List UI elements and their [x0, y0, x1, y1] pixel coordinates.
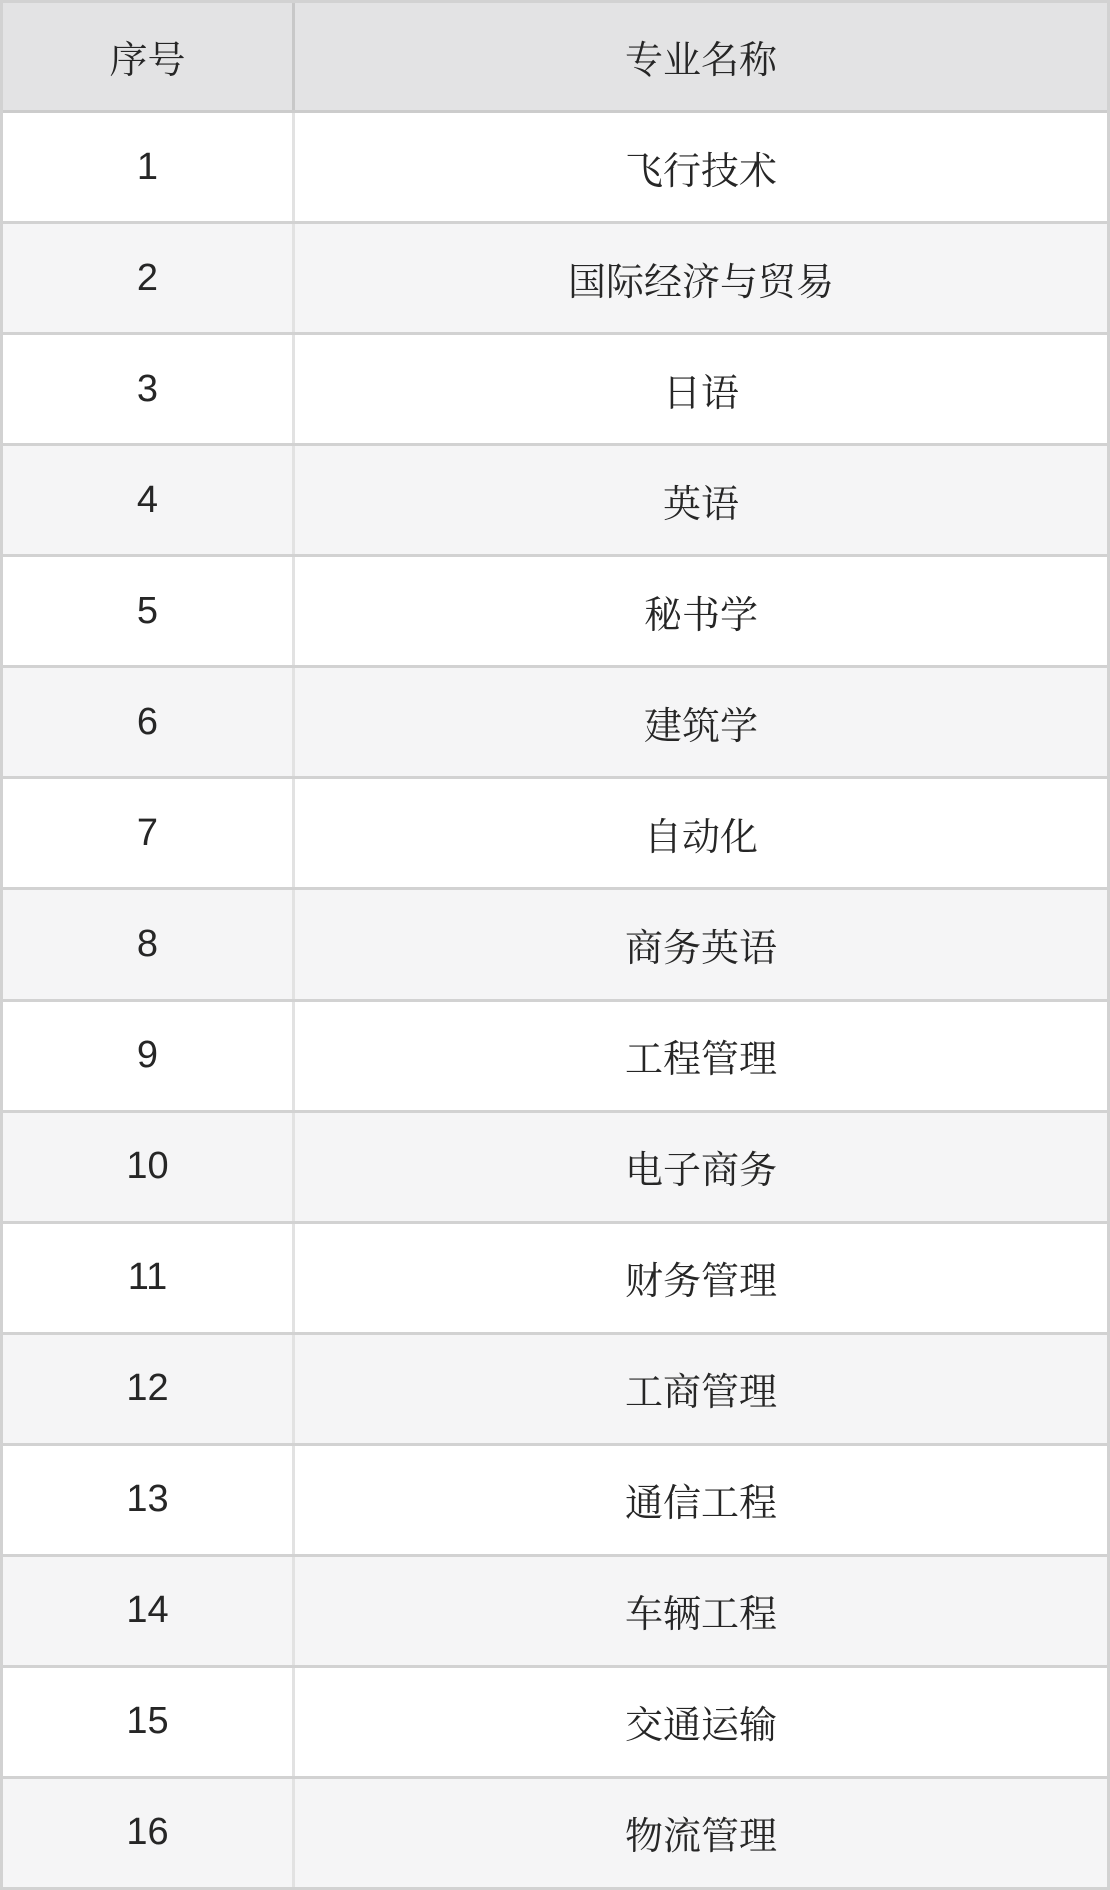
row-index-cell: 10 — [3, 1113, 295, 1221]
row-index-cell: 15 — [3, 1668, 295, 1776]
row-index-cell: 8 — [3, 890, 295, 998]
row-index-cell: 4 — [3, 446, 295, 554]
row-index-cell: 9 — [3, 1002, 295, 1110]
table-row — [3, 443, 1107, 554]
row-major-cell: 工程管理 — [624, 1039, 777, 1082]
header-cell-index: 序号 — [3, 3, 295, 110]
table-row — [3, 554, 1107, 665]
row-major-cell: 自动化 — [643, 816, 758, 859]
row-major-cell: 财务管理 — [624, 1261, 777, 1304]
row-major-cell: 车辆工程 — [624, 1594, 777, 1637]
table-row — [3, 1332, 1107, 1443]
table-row — [3, 1665, 1107, 1776]
row-major-cell: 商务英语 — [624, 927, 777, 970]
row-index-cell: 1 — [3, 113, 295, 221]
row-index-cell: 14 — [3, 1557, 295, 1665]
table-row — [3, 332, 1107, 443]
row-index-cell: 7 — [3, 779, 295, 887]
table-row — [3, 113, 1107, 221]
table-row — [3, 1110, 1107, 1221]
table-row — [3, 221, 1107, 332]
table-row — [3, 1221, 1107, 1332]
row-major-cell: 交通运输 — [624, 1705, 777, 1748]
row-major-cell: 物流管理 — [624, 1816, 777, 1859]
row-index-cell: 13 — [3, 1446, 295, 1554]
row-major-cell: 建筑学 — [643, 705, 758, 748]
row-major-cell: 国际经济与贸易 — [567, 261, 834, 304]
row-major-cell: 电子商务 — [624, 1150, 777, 1193]
row-index-cell: 12 — [3, 1335, 295, 1443]
table-row — [3, 1554, 1107, 1665]
header-cell-major: 专业名称 — [624, 40, 777, 82]
table-row — [3, 776, 1107, 887]
row-index-cell: 3 — [3, 335, 295, 443]
row-major-cell: 工商管理 — [624, 1372, 777, 1415]
row-index-cell: 5 — [3, 557, 295, 665]
table-body — [3, 113, 1107, 1887]
table-row — [3, 1443, 1107, 1554]
table-row — [3, 887, 1107, 998]
row-major-cell: 日语 — [662, 372, 739, 415]
row-index-cell: 11 — [3, 1224, 295, 1332]
table-row — [3, 1776, 1107, 1887]
table-header — [3, 3, 1107, 113]
row-index-cell: 2 — [3, 224, 295, 332]
row-major-cell: 通信工程 — [624, 1483, 777, 1526]
row-major-cell: 飞行技术 — [624, 150, 777, 193]
row-major-cell: 秘书学 — [643, 594, 758, 637]
row-major-cell: 英语 — [662, 483, 739, 526]
table-row — [3, 999, 1107, 1110]
row-index-cell: 16 — [3, 1779, 295, 1887]
table-row — [3, 665, 1107, 776]
row-index-cell: 6 — [3, 668, 295, 776]
